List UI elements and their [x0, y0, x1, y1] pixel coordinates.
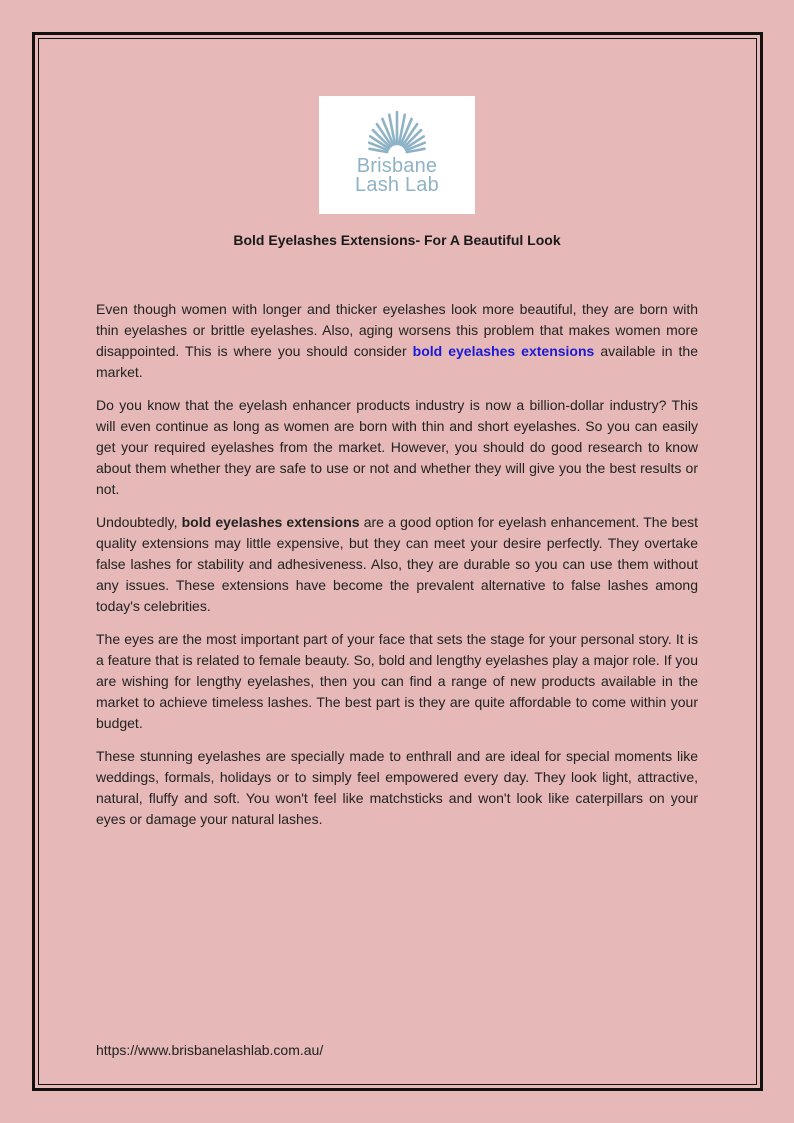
paragraph-3-bold-phrase: bold eyelashes extensions: [181, 514, 360, 530]
paragraph-3-text-before: Undoubtedly,: [96, 514, 182, 530]
paragraph-1: [96, 299, 698, 383]
page-title: Bold Eyelashes Extensions- For A Beautiful Look: [233, 232, 561, 248]
paragraph-2: Do you know that the eyelash enhancer products industry is now a billion-dollar industry? This will even continue as long as women are born with thin and short eyelashes. So you can easily get your required eyelashes from the market. However, you should do good research to know about them whether they are safe to use or not and whether they will give you the best results or not.: [96, 397, 698, 497]
paragraph-4: The eyes are the most important part of your face that sets the stage for your personal story. It is a feature that is related to female beauty. So, bold and lengthy eyelashes play a major role. If you are wishing for lengthy eyelashes, then you can find a range of new products available in the market to achieve timeless lashes. The best part is they are quite affordable to come within your budget.: [96, 631, 698, 731]
paragraph-5: These stunning eyelashes are specially made to enthrall and are ideal for special moments like weddings, formals, holidays or to simply feel empowered every day. They look light, attractive, natural, fluffy and soft. You won't feel like matchsticks and won't look like caterpillars on your eyes or damage your natural lashes.: [96, 748, 698, 827]
bold-eyelashes-extensions-link[interactable]: bold eyelashes extensions: [412, 343, 595, 359]
paragraph-1-text-before: Even though women with longer and thicker eyelashes look more beautiful, they are born with thin eyelashes or brittle eyelashes. Also, aging worsens this problem that makes women more disappointed. This is where you should consider: [96, 301, 698, 359]
logo-text-line-2: Lash Lab: [355, 174, 439, 196]
brand-logo: [319, 96, 475, 214]
paragraph-1-text-after: available in the market.: [96, 343, 698, 380]
paragraph-3: [96, 512, 698, 617]
paragraph-3-text-after: are a good option for eyelash enhancement. The best quality extensions may little expensive, but they can meet your desire perfectly. They overtake false lashes for stability and adhesiveness. Also, they are durable so you can use them without any issues. These extensions have become the prevalent alternative to false lashes among today's celebrities.: [96, 514, 698, 614]
article-body: [96, 299, 698, 842]
logo-text-line-1: Brisbane: [356, 155, 438, 177]
footer-url: https://www.brisbanelashlab.com.au/: [96, 1042, 324, 1058]
